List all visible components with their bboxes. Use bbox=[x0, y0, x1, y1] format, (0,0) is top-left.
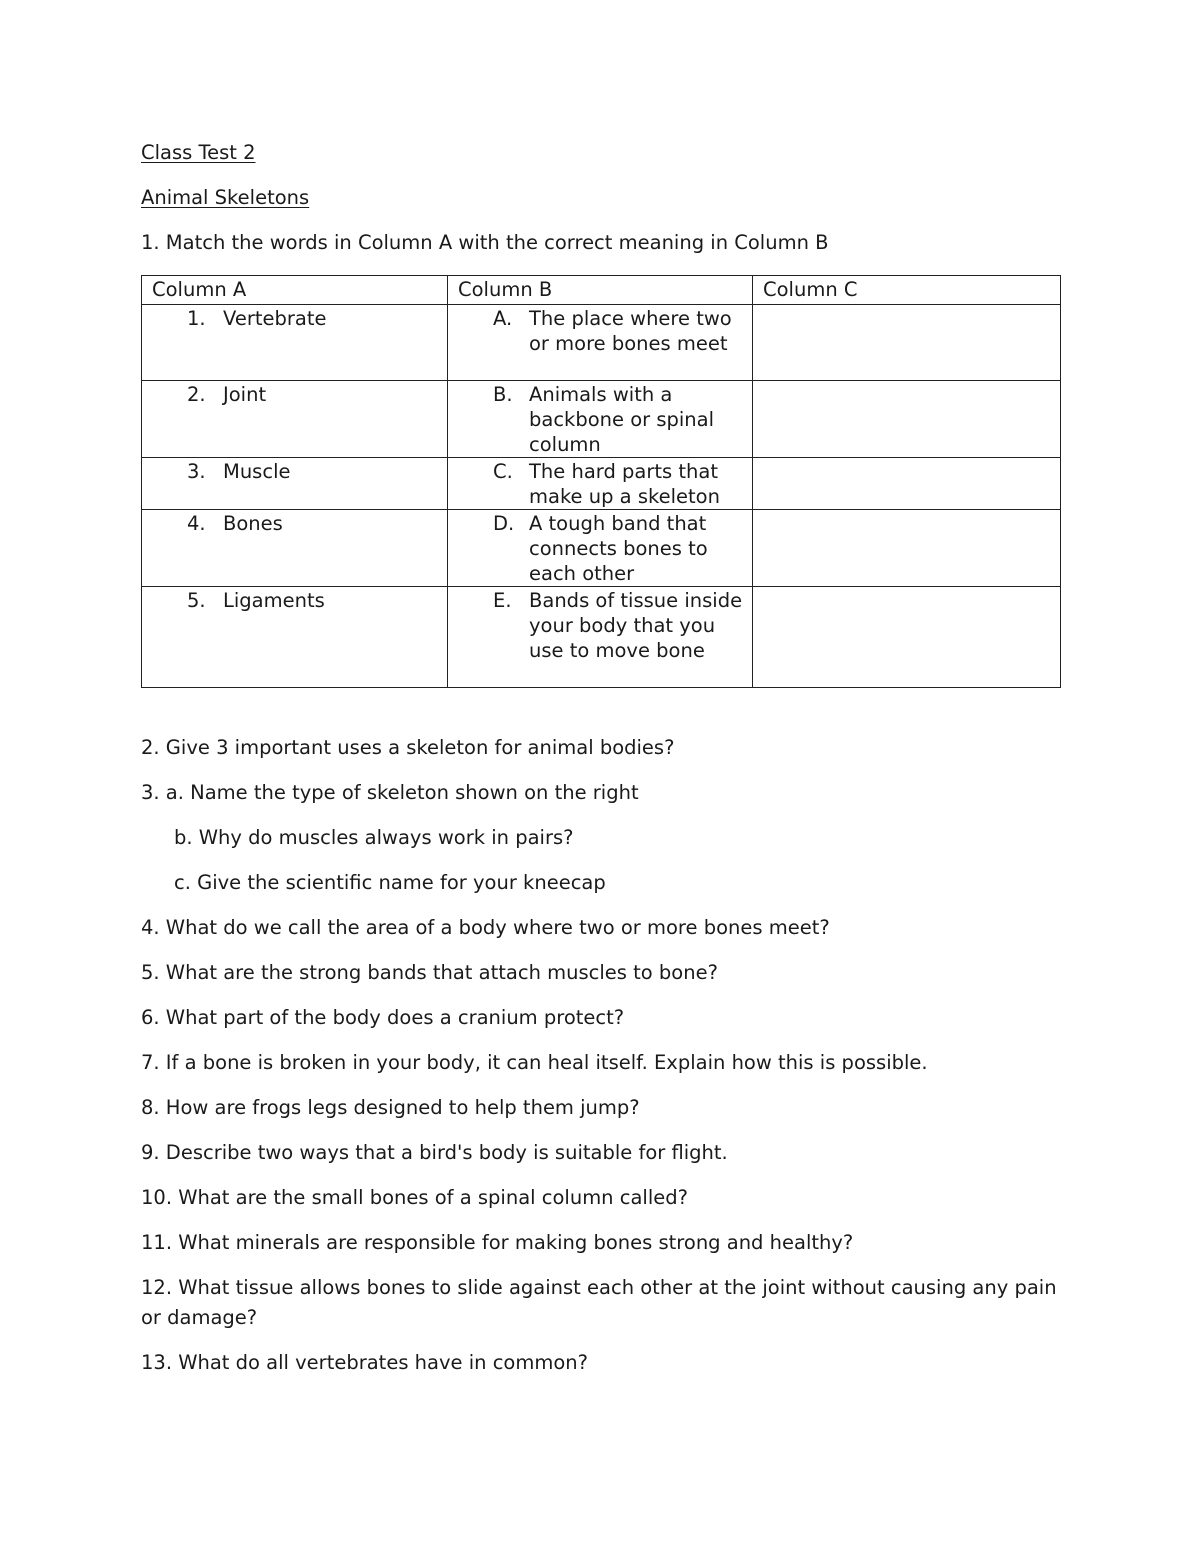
question-11: 11. What minerals are responsible for making bones strong and healthy? bbox=[141, 1231, 854, 1254]
row-letter: B. bbox=[493, 383, 513, 406]
table-row bbox=[142, 305, 1061, 381]
header-column-a: Column A bbox=[142, 276, 448, 305]
column-a-cell bbox=[142, 587, 448, 688]
document-page bbox=[141, 138, 1061, 1393]
definition: The place where two or more bones meet bbox=[529, 307, 732, 355]
term: Vertebrate bbox=[223, 307, 327, 330]
test-title: Class Test 2 bbox=[141, 141, 256, 164]
row-letter: E. bbox=[493, 589, 512, 612]
question-9: 9. Describe two ways that a bird's body is suitable for flight. bbox=[141, 1141, 728, 1164]
question-5: 5. What are the strong bands that attach muscles to bone? bbox=[141, 961, 718, 984]
row-number: 1. bbox=[187, 307, 206, 330]
row-number: 2. bbox=[187, 383, 206, 406]
column-b-cell bbox=[448, 587, 753, 688]
row-letter: C. bbox=[493, 460, 513, 483]
column-a-cell bbox=[142, 305, 448, 381]
term: Ligaments bbox=[223, 589, 325, 612]
column-a-cell bbox=[142, 510, 448, 587]
question-8: 8. How are frogs legs designed to help them jump? bbox=[141, 1096, 640, 1119]
column-c-cell[interactable] bbox=[753, 587, 1061, 688]
term: Bones bbox=[223, 512, 283, 535]
table-row bbox=[142, 587, 1061, 688]
column-b-cell bbox=[448, 381, 753, 458]
test-subtitle: Animal Skeletons bbox=[141, 186, 310, 209]
table-row bbox=[142, 381, 1061, 458]
column-b-cell bbox=[448, 510, 753, 587]
table-header-row bbox=[142, 276, 1061, 305]
question-12: 12. What tissue allows bones to slide against each other at the joint without causing any pain or damage? bbox=[141, 1276, 1057, 1329]
header-column-c: Column C bbox=[753, 276, 1061, 305]
question-3a: 3. a. Name the type of skeleton shown on the right bbox=[141, 781, 639, 804]
column-c-cell[interactable] bbox=[753, 458, 1061, 510]
question-2: 2. Give 3 important uses a skeleton for animal bodies? bbox=[141, 736, 675, 759]
question-3b: b. Why do muscles always work in pairs? bbox=[174, 826, 574, 849]
row-number: 4. bbox=[187, 512, 206, 535]
column-a-cell bbox=[142, 458, 448, 510]
column-c-cell[interactable] bbox=[753, 381, 1061, 458]
question-list bbox=[141, 733, 1061, 1378]
column-b-cell bbox=[448, 305, 753, 381]
question-10: 10. What are the small bones of a spinal column called? bbox=[141, 1186, 688, 1209]
term: Muscle bbox=[223, 460, 291, 483]
definition: The hard parts that make up a skeleton bbox=[529, 460, 720, 508]
column-c-cell[interactable] bbox=[753, 305, 1061, 381]
column-a-cell bbox=[142, 381, 448, 458]
definition: A tough band that connects bones to each other bbox=[529, 512, 708, 585]
table-row bbox=[142, 510, 1061, 587]
definition: Bands of tissue inside your body that you use to move bone bbox=[529, 589, 743, 662]
question-3c: c. Give the scientific name for your kneecap bbox=[174, 871, 606, 894]
header-column-b: Column B bbox=[448, 276, 753, 305]
column-c-cell[interactable] bbox=[753, 510, 1061, 587]
term: Joint bbox=[223, 383, 267, 406]
question-7: 7. If a bone is broken in your body, it can heal itself. Explain how this is possible. bbox=[141, 1051, 928, 1074]
question-6: 6. What part of the body does a cranium protect? bbox=[141, 1006, 625, 1029]
row-letter: D. bbox=[493, 512, 515, 535]
matching-table bbox=[141, 275, 1061, 688]
table-row bbox=[142, 458, 1061, 510]
column-b-cell bbox=[448, 458, 753, 510]
row-letter: A. bbox=[493, 307, 513, 330]
definition: Animals with a backbone or spinal column bbox=[529, 383, 715, 456]
question-13: 13. What do all vertebrates have in common? bbox=[141, 1351, 588, 1374]
row-number: 3. bbox=[187, 460, 206, 483]
question-4: 4. What do we call the area of a body where two or more bones meet? bbox=[141, 916, 830, 939]
row-number: 5. bbox=[187, 589, 206, 612]
question-1: 1. Match the words in Column A with the correct meaning in Column B bbox=[141, 231, 829, 254]
